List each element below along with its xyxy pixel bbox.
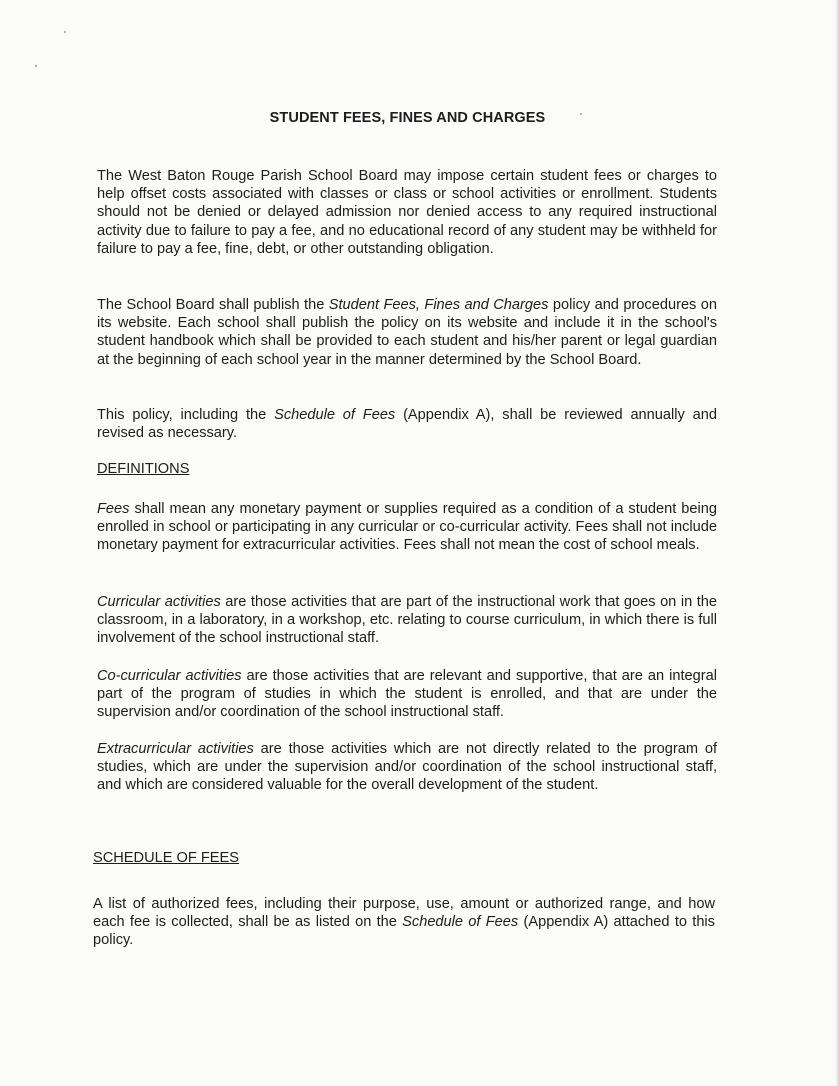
schedule-heading: SCHEDULE OF FEES (93, 850, 239, 866)
intro-paragraph-3-rest: (Appendix A), shall be reviewed annually and revised as necessary. (97, 407, 717, 442)
definition-text-fees: shall mean any monetary payment or supplies required as a condition of a student being enrolled in school or participating in any curricular or co-curricular activity. Fees shall not include monetary payment for extracurricular activities. Fees shall not mean the cost of school meals. (97, 501, 717, 554)
scan-speck (35, 65, 37, 67)
schedule-paragraph-start: A list of authorized fees, including their purpose, use, amount or authorized range, and how each fee is collected, shall be as listed on the (93, 896, 715, 931)
schedule-of-fees-reference: Schedule of Fees (274, 407, 396, 423)
definition-term-curricular: Curricular activities (97, 594, 221, 610)
definition-text-curricular: are those activities that are part of the instructional work that goes on in the classroom, in a laboratory, in a workshop, etc. relating to course curriculum, in which there is full involvement of the school instructional staff. (97, 594, 718, 647)
definition-term-fees: Fees (97, 501, 130, 517)
intro-paragraph-3 (97, 406, 717, 442)
intro-paragraph-1 (97, 167, 717, 258)
definitions-heading: DEFINITIONS (97, 461, 190, 477)
document-title: STUDENT FEES, FINES AND CHARGES (269, 110, 546, 126)
definition-term-cocurricular: Co-curricular activities (97, 668, 242, 684)
policy-name: Student Fees, Fines and Charges (328, 297, 549, 313)
definition-text-extracurricular: are those activities which are not directly related to the program of studies, which are under the supervision and/or coordination of the school instructional staff, and which are considered valuable for the overall development of the student. (97, 741, 717, 794)
definition-cocurricular (97, 667, 717, 722)
intro-paragraph-2-start: The School Board shall publish the (97, 297, 329, 313)
definition-term-extracurricular: Extracurricular activities (97, 741, 254, 757)
schedule-paragraph (93, 895, 715, 950)
definition-extracurricular (97, 740, 717, 795)
schedule-paragraph-rest: (Appendix A) attached to this policy. (93, 914, 715, 949)
intro-paragraph-2-rest: policy and procedures on its website. Each school shall publish the policy on its website and include it in the school's student handbook which shall be provided to each student and his/her parent or legal guardian at the beginning of each school year in the manner determined by the School Board. (97, 297, 718, 368)
definition-fees (97, 500, 717, 555)
intro-paragraph-2 (97, 296, 717, 369)
intro-paragraph-1-text: The West Baton Rouge Parish School Board may impose certain student fees or charges to help offset costs associated with classes or class or school activities or enrollment. Students should not be denied or delayed admission nor denied access to any required instructional activity due to failure to pay a fee, and no educational record of any student may be withheld for failure to pay a fee, fine, debt, or other outstanding obligation. (97, 168, 717, 257)
scan-speck (64, 31, 66, 33)
definition-text-cocurricular: are those activities that are relevant and supportive, that are an integral part of the program of studies in which the student is enrolled, and that are under the supervision and/or coordination of the school instructional staff. (97, 668, 717, 721)
schedule-of-fees-reference-2: Schedule of Fees (402, 914, 519, 931)
definition-curricular (97, 593, 717, 648)
intro-paragraph-3-start: This policy, including the (97, 407, 275, 423)
